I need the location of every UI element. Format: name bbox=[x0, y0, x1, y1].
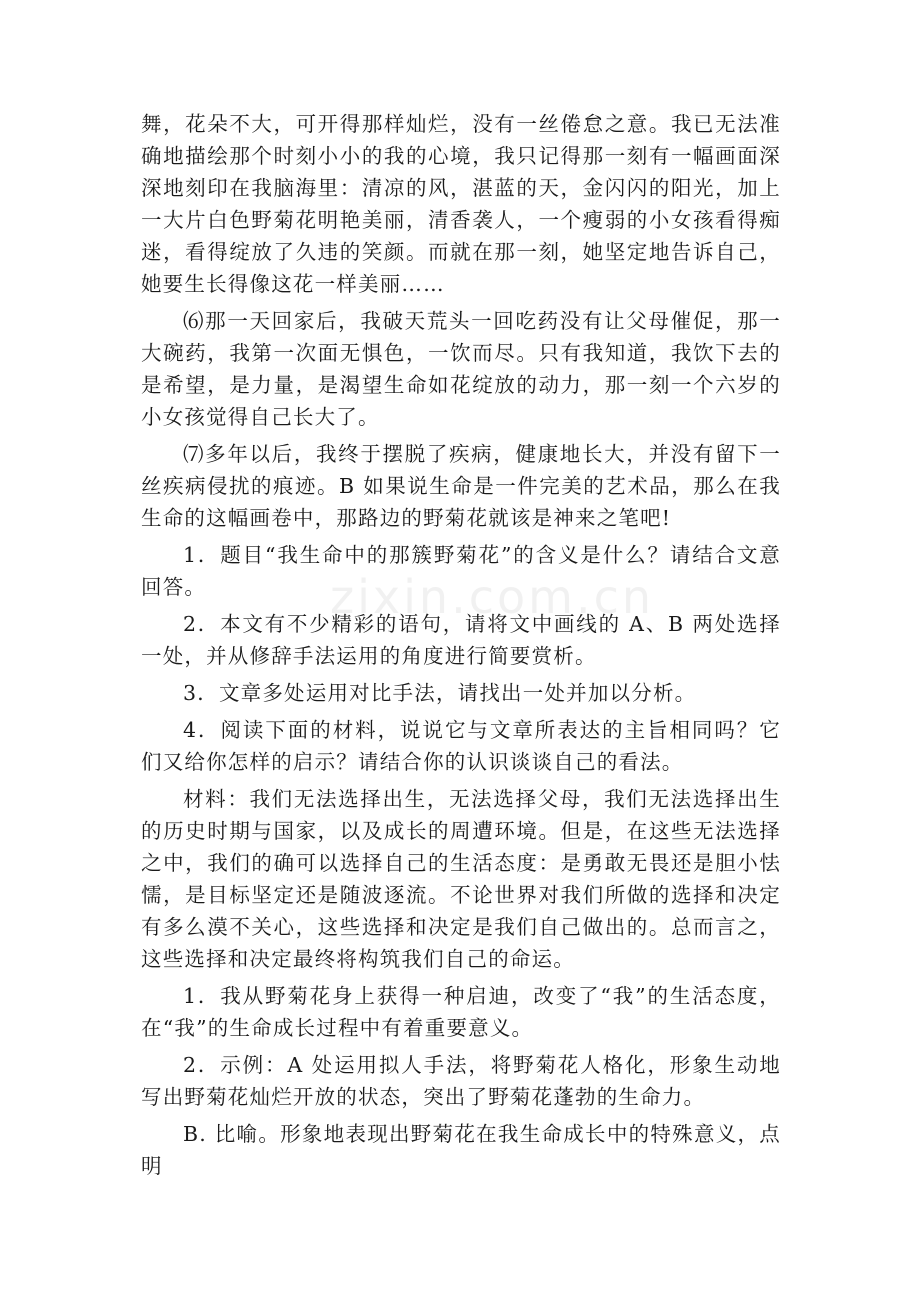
watermark: zixin.com.cn bbox=[330, 570, 655, 624]
answer-1: 1．我从野菊花身上获得一种启迪，改变了“我”的生活态度，在“我”的生命成长过程中有着重要意义。 bbox=[141, 984, 781, 1040]
answer-2b: B. 比喻。形象地表现出野菊花在我生命成长中的特殊意义，点明 bbox=[141, 1122, 781, 1178]
paragraph-1: 舞，花朵不大，可开得那样灿烂，没有一丝倦怠之意。我已无法准确地描绘那个时刻小小的我的心境，我只记得那一刻有一幅画面深深地刻印在我脑海里：清凉的风，湛蓝的天，金闪闪的阳光，加上一大片白色野菊花明艳美丽，清香袭人，一个瘦弱的小女孩看得痴迷，看得绽放了久违的笑颜。而就在那一刻，她坚定地告诉自己，她要生长得像这花一样美丽…… bbox=[141, 112, 781, 296]
material-paragraph: 材料：我们无法选择出生，无法选择父母，我们无法选择出生的历史时期与国家，以及成长的周遭环境。但是，在这些无法选择之中，我们的确可以选择自己的生活态度：是勇敢无畏还是胆小怯懦，是目标坚定还是随波逐流。不论世界对我们所做的选择和决定有多么漠不关心，这些选择和决定是我们自己做出的。总而言之，这些选择和决定最终将构筑我们自己的命运。 bbox=[141, 787, 781, 971]
document-page bbox=[141, 108, 781, 1187]
question-3: 3．文章多处运用对比手法，请找出一处并加以分析。 bbox=[183, 681, 697, 705]
answer-2: 2．示例：A 处运用拟人手法，将野菊花人格化，形象生动地写出野菊花灿烂开放的状态，突出了野菊花蓬勃的生命力。 bbox=[141, 1053, 781, 1109]
question-2: 2．本文有不少精彩的语句，请将文中画线的 A、B 两处选择一处，并从修辞手法运用的角度进行简要赏析。 bbox=[141, 612, 781, 668]
paragraph-2: ⑹那一天回家后，我破天荒头一回吃药没有让父母催促，那一大碗药，我第一次面无惧色，一饮而尽。只有我知道，我饮下去的是希望，是力量，是渴望生命如花绽放的动力，那一刻一个六岁的小女孩觉得自己长大了。 bbox=[141, 309, 781, 429]
question-4: 4．阅读下面的材料，说说它与文章所表达的主旨相同吗？它们又给你怎样的启示？请结合你的认识谈谈自己的看法。 bbox=[141, 718, 781, 774]
paragraph-3: ⑺多年以后，我终于摆脱了疾病，健康地长大，并没有留下一丝疾病侵扰的痕迹。B 如果说生命是一件完美的艺术品，那么在我生命的这幅画卷中，那路边的野菊花就该是神来之笔吧! bbox=[141, 442, 781, 530]
question-1: 1．题目“我生命中的那簇野菊花”的含义是什么？请结合文意回答。 bbox=[141, 543, 781, 599]
